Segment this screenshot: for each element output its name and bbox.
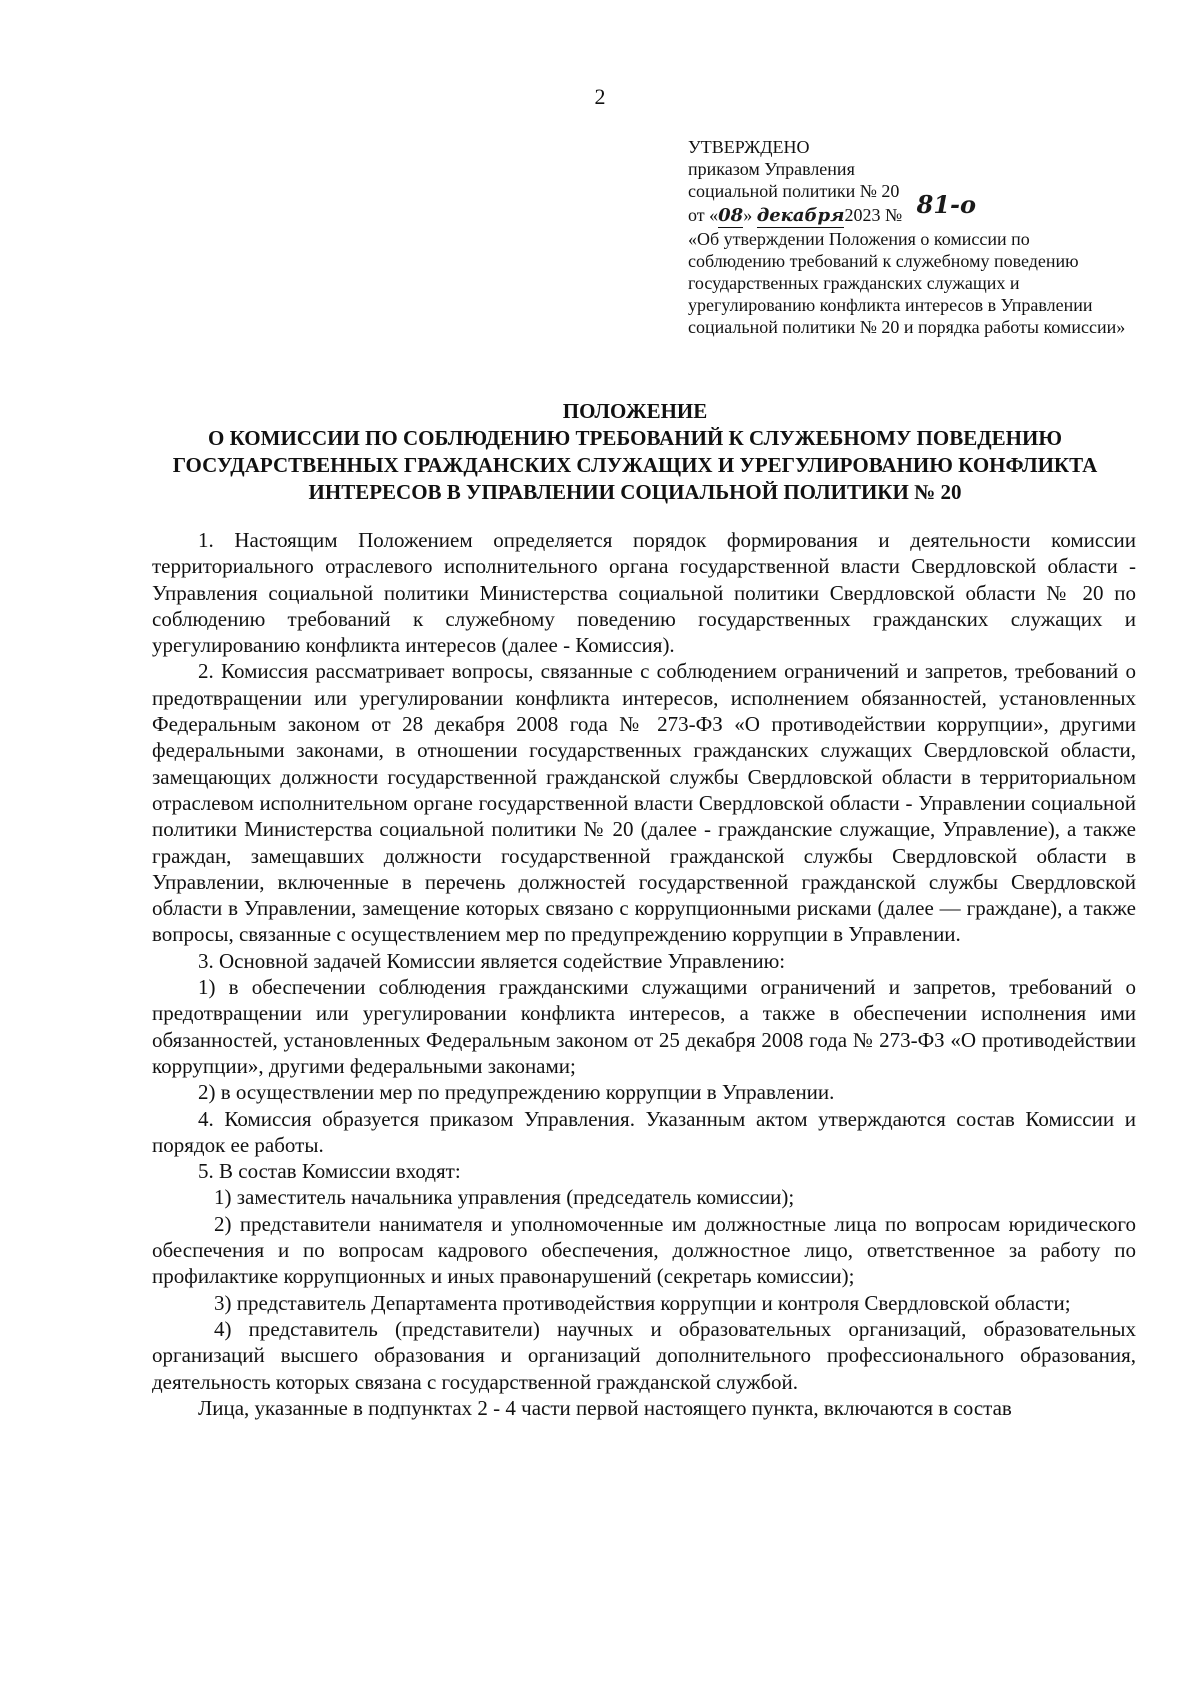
paragraph: 5. В состав Комиссии входят:: [198, 1159, 461, 1184]
paragraph: 1) в обеспечении соблюдения гражданскими служащими ограничений и запретов, требований о предотвращении или урегулировании конфликта интересов, а также в обеспечении исполнения ими обязанностей, установленных Федеральным законом от 25 декабря 2008 года № 273-ФЗ «О противодействии коррупции», другими федеральными законами;: [152, 975, 1136, 1078]
approval-title: УТВЕРЖДЕНО: [688, 137, 810, 157]
paragraph: 1) заместитель начальника управления (председатель комиссии);: [214, 1185, 795, 1210]
date-year: 2023 №: [844, 205, 903, 225]
paragraph: 3) представитель Департамента противодействия коррупции и контроля Свердловской области;: [214, 1290, 1071, 1315]
handwritten-month: декабря: [756, 205, 845, 226]
paragraph: 2) в осуществлении мер по предупреждению коррупции в Управлении.: [198, 1080, 835, 1105]
approval-line: приказом Управления: [688, 159, 855, 179]
paragraph: 1. Настоящим Положением определяется порядок формирования и деятельности комиссии территориального отраслевого исполнительного органа государственной власти Свердловской области - Управления социальной политики Министерства социальной политики Свердловской области № 20 по соблюдению требований к служебному поведению государственных гражданских служащих и урегулированию конфликта интересов (далее - Комиссия).: [152, 528, 1136, 658]
heading-line: О КОМИССИИ ПО СОБЛЮДЕНИЮ ТРЕБОВАНИЙ К СЛУЖЕБНОМУ ПОВЕДЕНИЮ: [208, 426, 1062, 450]
date-mid: »: [743, 205, 753, 225]
paragraph: 4) представитель (представители) научных и образовательных организаций, образовательных организаций высшего образования и организаций дополнительного профессионального образования, деятельность которых связана с государственной гражданской службой.: [152, 1316, 1136, 1394]
paragraph: Лица, указанные в подпунктах 2 - 4 части первой настоящего пункта, включаются в состав: [198, 1395, 1012, 1420]
document-body: [152, 527, 1136, 1421]
paragraph: 3. Основной задачей Комиссии является содействие Управлению:: [198, 948, 786, 973]
approval-block: [688, 136, 1128, 338]
paragraph: 4. Комиссия образуется приказом Управления. Указанным актом утверждаются состав Комиссии и порядок ее работы.: [152, 1106, 1136, 1157]
paragraph: 2) представители нанимателя и уполномоченные им должностные лица по вопросам юридического обеспечения и по вопросам кадрового обеспечения, должностное лицо, ответственное за работу по профилактике коррупционных и иных правонарушений (секретарь комиссии);: [152, 1211, 1136, 1289]
handwritten-day: 08: [718, 205, 744, 226]
date-prefix: от «: [688, 205, 719, 225]
approval-line: социальной политики № 20: [688, 181, 900, 201]
approval-order-title: «Об утверждении Положения о комиссии по соблюдению требований к служебному поведению государственных гражданских служащих и урегулированию конфликта интересов в Управлении социальной политики № 20 и порядка работы комиссии»: [688, 229, 1126, 337]
handwritten-order-number: 81-о: [916, 190, 976, 219]
paragraph: 2. Комиссия рассматривает вопросы, связанные с соблюдением ограничений и запретов, требований о предотвращении или урегулировании конфликта интересов, исполнением обязанностей, установленных Федеральным законом от 28 декабря 2008 года № 273-ФЗ «О противодействии коррупции», другими федеральными законами, в отношении государственных гражданских служащих Свердловской области, замещающих должности государственной гражданской службы Свердловской области в территориальном отраслевом исполнительном органе государственной власти Свердловской области - Управлении социальной политики Министерства социальной политики № 20 (далее - гражданские служащие, Управление), а также граждан, замещавших должности государственной гражданской службы Свердловской области в Управлении, включенные в перечень должностей государственной гражданской службы Свердловской области в Управлении, замещение которых связано с коррупционными рисками (далее — граждане), а также вопросы, связанные с осуществлением мер по предупреждению коррупции в Управлении.: [152, 659, 1136, 947]
heading-line: ПОЛОЖЕНИЕ: [562, 399, 708, 423]
page-number: 2: [594, 84, 606, 109]
heading-line: ИНТЕРЕСОВ В УПРАВЛЕНИИ СОЦИАЛЬНОЙ ПОЛИТИКИ № 20: [308, 480, 962, 504]
heading-line: ГОСУДАРСТВЕННЫХ ГРАЖДАНСКИХ СЛУЖАЩИХ И УРЕГУЛИРОВАНИЮ КОНФЛИКТА: [172, 453, 1098, 477]
document-heading: [140, 398, 1130, 506]
